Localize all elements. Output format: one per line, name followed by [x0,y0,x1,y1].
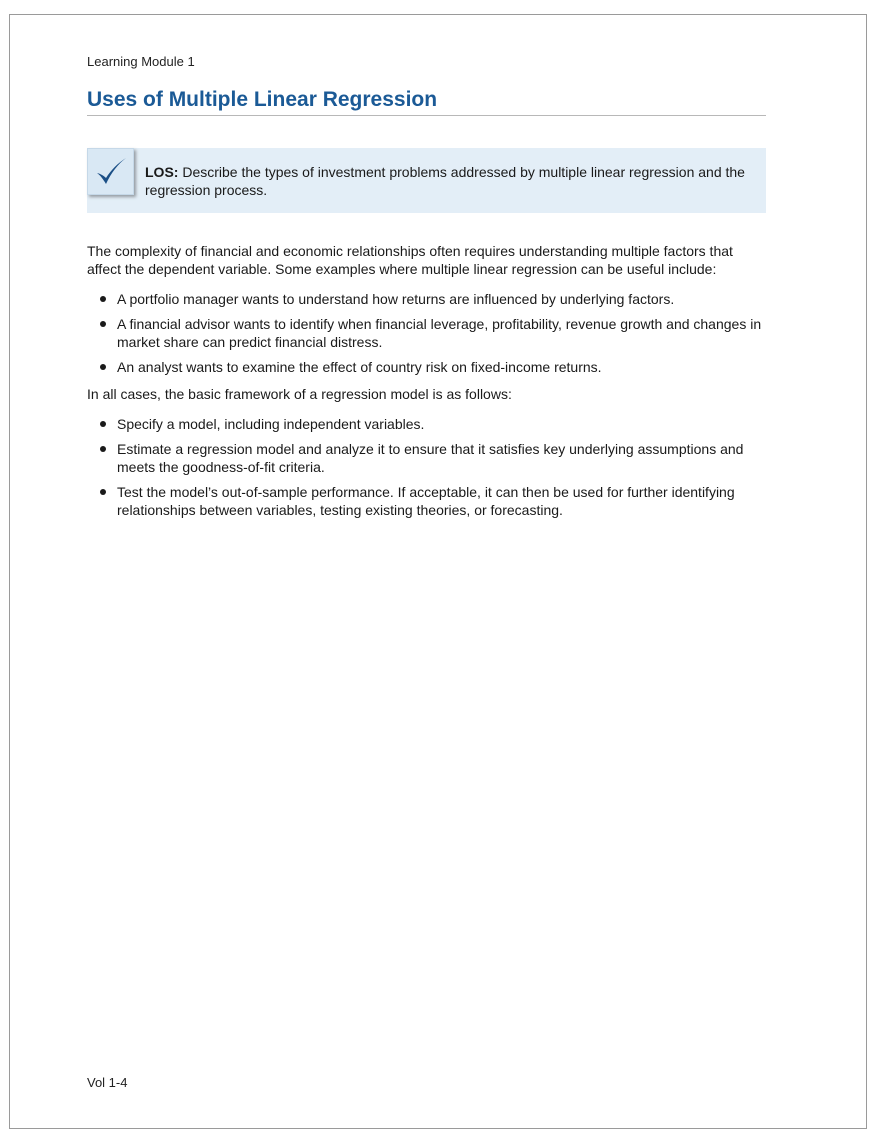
list-item [87,315,766,351]
bullet-icon [100,421,106,427]
page-title: Uses of Multiple Linear Regression [87,88,766,116]
los-box [87,148,766,213]
page-number: Vol 1-4 [87,1075,128,1090]
los-label: LOS: [145,164,179,180]
framework-paragraph: In all cases, the basic framework of a regression model is as follows: [87,386,512,402]
list-item-text: Test the model’s out-of-sample performance. If acceptable, it can then be used for further identifying relationships between variables, testing existing theories, or forecasting. [117,484,735,518]
los-text [145,163,745,199]
los-description: Describe the types of investment problems addressed by multiple linear regression and the regression process. [145,164,745,198]
list-item-text: An analyst wants to examine the effect of country risk on fixed-income returns. [117,359,602,375]
running-header: Learning Module 1 [87,54,195,69]
intro-paragraph: The complexity of financial and economic relationships often requires understanding multiple factors that affect the dependent variable. Some examples where multiple linear regression can be useful include: [87,243,733,277]
bullet-icon [100,446,106,452]
list-item [87,415,766,433]
list-item [87,440,766,476]
framework-list [87,415,766,526]
list-item [87,358,766,376]
bullet-icon [100,489,106,495]
list-item [87,290,766,308]
bullet-icon [100,296,106,302]
list-item-text: Estimate a regression model and analyze it to ensure that it satisfies key underlying assumptions and meets the goodness-of-fit criteria. [117,441,744,475]
checkmark-icon [94,155,128,189]
checkmark-badge [87,148,134,195]
bullet-icon [100,364,106,370]
list-item-text: A portfolio manager wants to understand how returns are influenced by underlying factors. [117,291,675,307]
examples-list [87,290,766,383]
list-item [87,483,766,519]
bullet-icon [100,321,106,327]
list-item-text: Specify a model, including independent variables. [117,416,425,432]
list-item-text: A financial advisor wants to identify when financial leverage, profitability, revenue growth and changes in market share can predict financial distress. [117,316,762,350]
